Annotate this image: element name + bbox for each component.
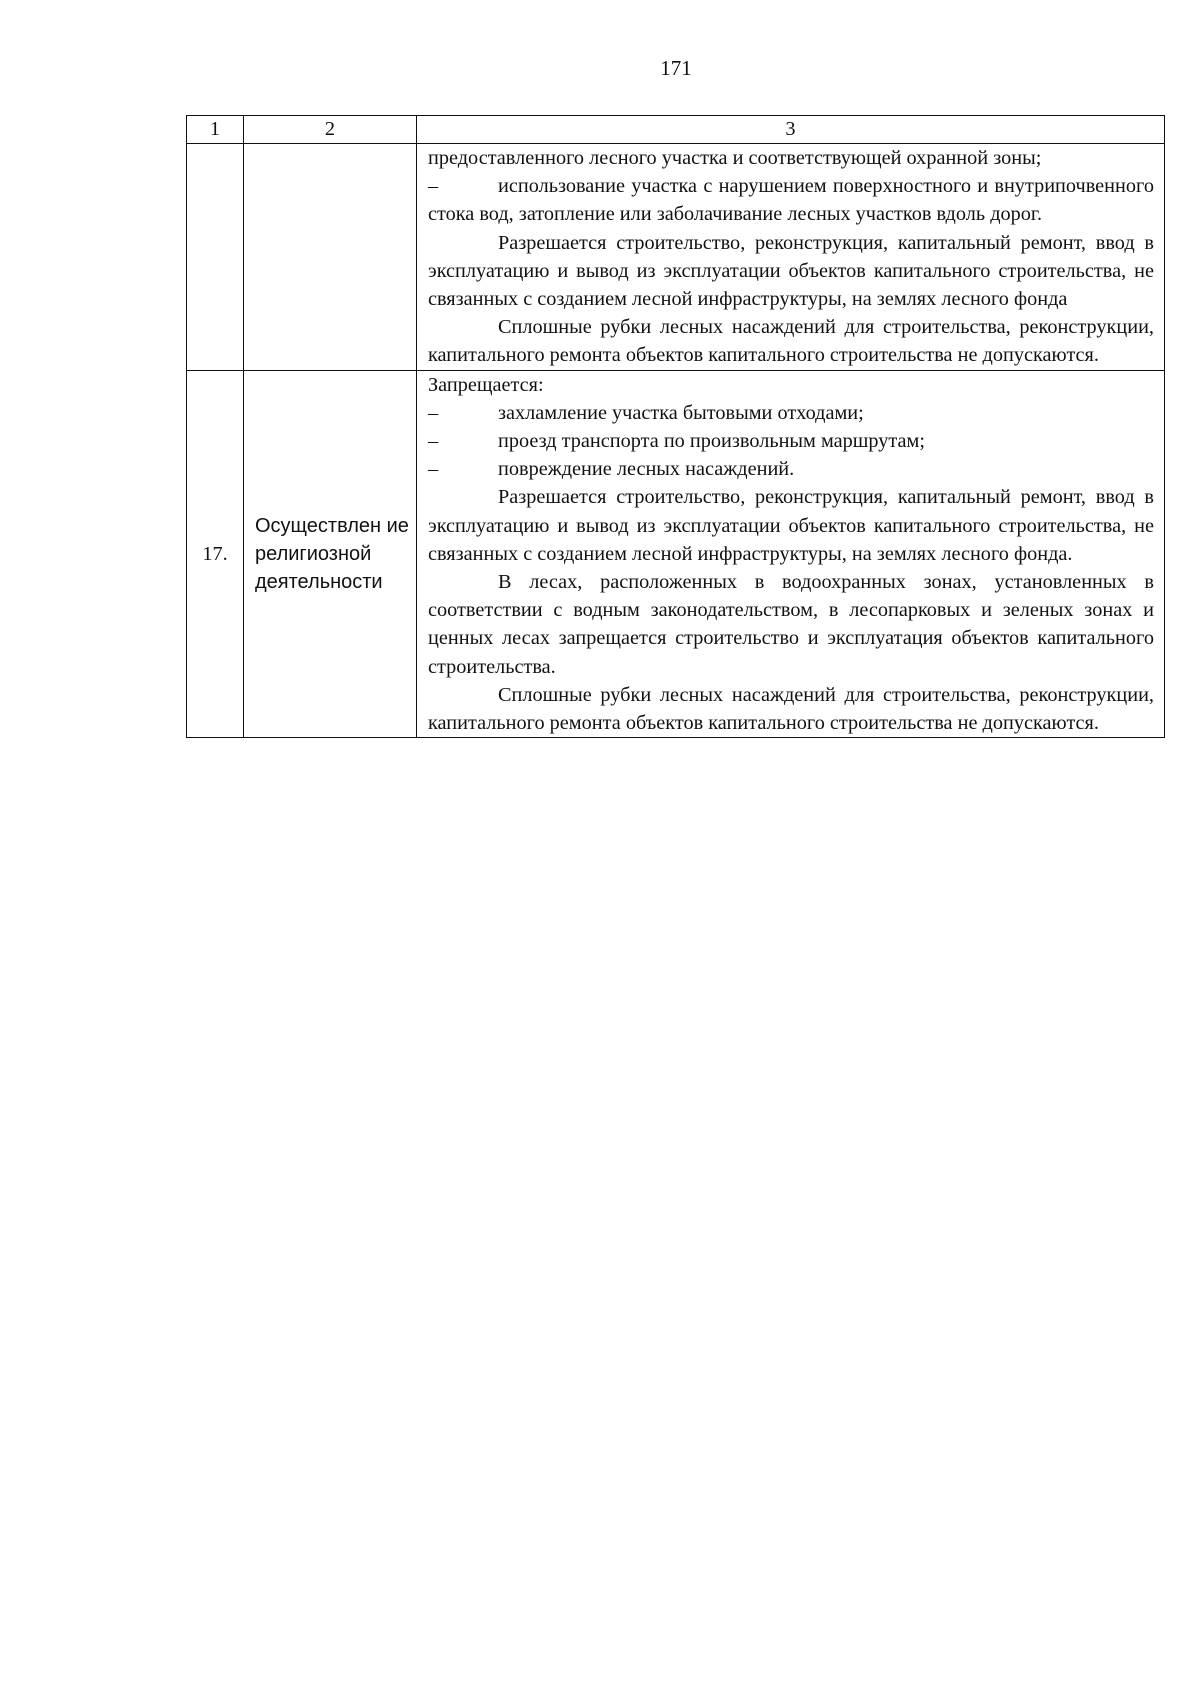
paragraph: В лесах, расположенных в водоохранных зонах, установленных в соответствии с водным законодательством, в лесопарковых и зеленых зонах и ценных лесах запрещается строительство и эксплуатация объектов капитального строительства.	[428, 571, 1154, 678]
bullet-item	[428, 399, 1154, 427]
table-row-17	[187, 370, 1165, 738]
bullet-text: захламление участка бытовыми отходами;	[498, 401, 864, 424]
dash-marker: –	[428, 458, 439, 481]
paragraph: Сплошные рубки лесных насаждений для строительства, реконструкции, капитального ремонта объектов капитального строительства не допускаются.	[428, 683, 1154, 735]
activity-name-cell	[244, 144, 417, 371]
dash-marker: –	[428, 430, 439, 453]
table-row-continued	[187, 144, 1165, 371]
regulations-table	[186, 115, 1165, 738]
activity-name-cell: Осуществлен ие религиозной деятельности	[244, 370, 417, 738]
bullet-text: повреждение лесных насаждений.	[498, 458, 795, 481]
bullet-item	[428, 172, 1154, 228]
page-number: 171	[660, 56, 692, 80]
paragraph: Разрешается строительство, реконструкция, капитальный ремонт, ввод в эксплуатацию и вывод из эксплуатации объектов капитального строительства, не связанных с созданием лесной инфраструктуры, на землях лесного фонда.	[428, 486, 1154, 565]
column-header-1: 1	[187, 116, 244, 144]
column-header-2: 2	[244, 116, 417, 144]
paragraph-intro: Запрещается:	[428, 373, 544, 396]
requirements-cell	[417, 144, 1165, 371]
table-header-row	[187, 116, 1165, 144]
bullet-item	[428, 427, 1154, 455]
bullet-item	[428, 455, 1154, 483]
bullet-text: проезд транспорта по произвольным маршрутам;	[498, 430, 926, 453]
row-number-cell	[187, 144, 244, 371]
dash-marker: –	[428, 175, 439, 198]
bullet-text: использование участка с нарушением поверхностного и внутрипочвенного стока вод, затопление или заболачивание лесных участков вдоль дорог.	[428, 175, 1154, 226]
dash-marker: –	[428, 401, 439, 424]
paragraph: предоставленного лесного участка и соответствующей охранной зоны;	[428, 147, 1042, 169]
paragraph: Сплошные рубки лесных насаждений для строительства, реконструкции, капитального ремонта объектов капитального строительства не допускаются.	[428, 316, 1154, 367]
column-header-3: 3	[417, 116, 1165, 144]
requirements-cell	[417, 370, 1165, 738]
row-number-cell: 17.	[187, 370, 244, 738]
paragraph: Разрешается строительство, реконструкция, капитальный ремонт, ввод в эксплуатацию и вывод из эксплуатации объектов капитального строительства, не связанных с созданием лесной инфраструктуры, на землях лесного фонда	[428, 231, 1154, 311]
